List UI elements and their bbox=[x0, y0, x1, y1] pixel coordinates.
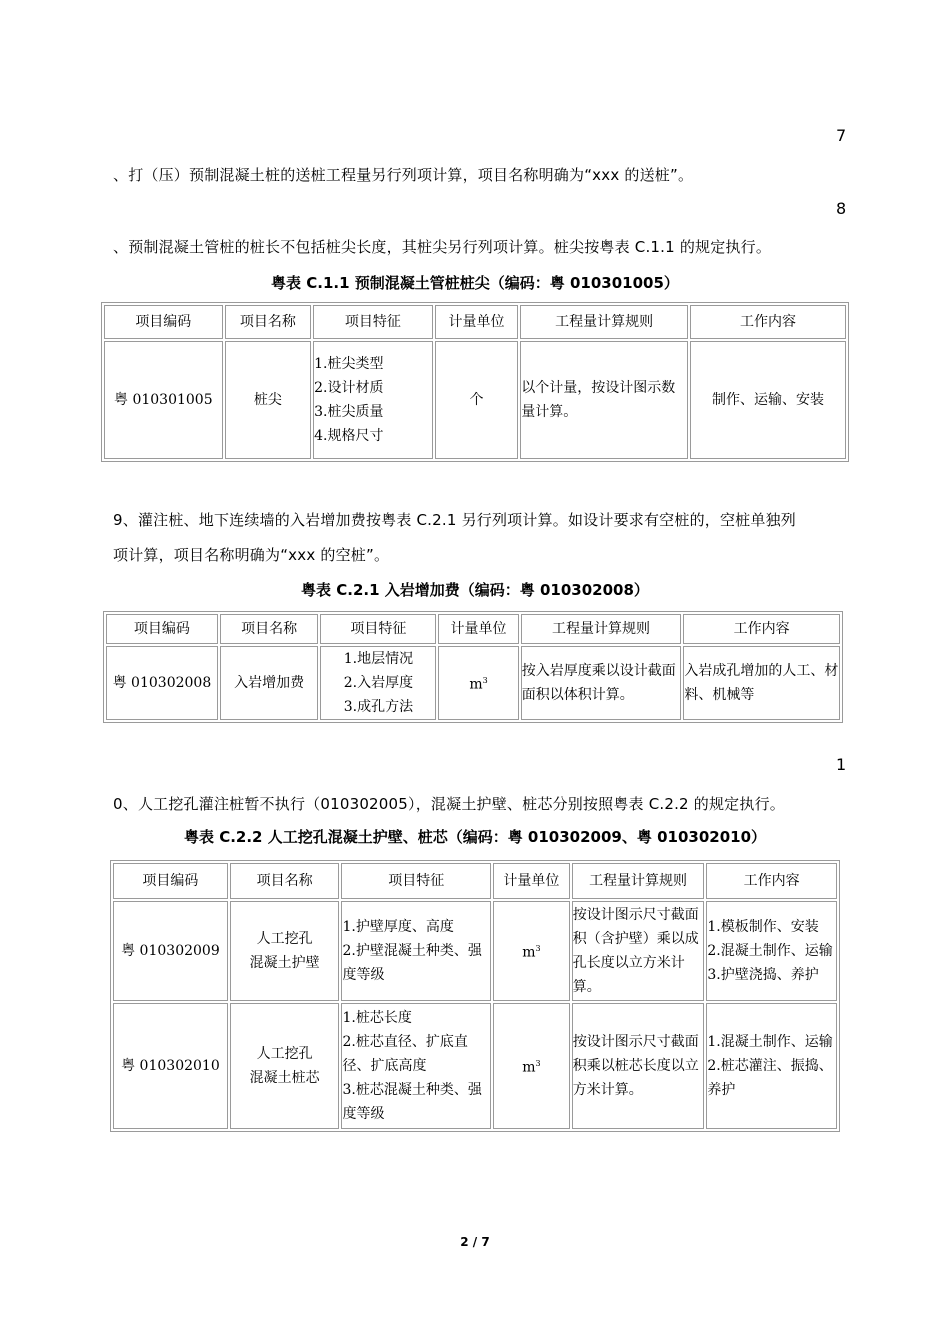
feature-item: 1.护壁厚度、高度 bbox=[342, 919, 454, 935]
item-number-8: 8 bbox=[836, 199, 847, 218]
cell-rule: 按设计图示尺寸截面积乘以桩芯长度以立方米计算。 bbox=[572, 1003, 705, 1129]
unit-base: m bbox=[469, 676, 483, 693]
header-work: 工作内容 bbox=[706, 863, 837, 899]
cell-code: 粤 010302009 bbox=[113, 901, 228, 1001]
table-row bbox=[113, 901, 837, 1001]
work-item: 2.桩芯灌注、振捣、养护 bbox=[707, 1058, 833, 1098]
feature-item: 1.地层情况 bbox=[343, 651, 414, 667]
header-code: 项目编码 bbox=[113, 863, 228, 899]
paragraph-9-line-2: 项计算，项目名称明确为“xxx 的空桩”。 bbox=[113, 546, 390, 564]
table-header-row bbox=[113, 863, 837, 899]
table2-caption: 粤表 C.2.1 入岩增加费（编码：粤 010302008） bbox=[301, 581, 649, 599]
cell-name bbox=[230, 901, 340, 1001]
header-rule: 工程量计算规则 bbox=[520, 305, 688, 339]
cell-code: 粤 010301005 bbox=[104, 341, 223, 459]
feature-item: 1.桩芯长度 bbox=[342, 1010, 412, 1026]
name-line: 人工挖孔 bbox=[256, 1046, 313, 1062]
header-code: 项目编码 bbox=[106, 614, 218, 644]
table3-caption: 粤表 C.2.2 人工挖孔混凝土护壁、桩芯（编码：粤 010302009、粤 010302010） bbox=[183, 828, 767, 846]
cell-features bbox=[320, 646, 436, 720]
table-header-row bbox=[104, 305, 846, 339]
header-name: 项目名称 bbox=[230, 863, 340, 899]
cell-code: 粤 010302010 bbox=[113, 1003, 228, 1129]
cell-name: 桩尖 bbox=[225, 341, 311, 459]
cell-features bbox=[341, 901, 491, 1001]
paragraph-7: 、打（压）预制混凝土桩的送桩工程量另行列项计算，项目名称明确为“xxx 的送桩”。 bbox=[113, 166, 694, 184]
cell-rule: 按入岩厚度乘以设计截面面积以体积计算。 bbox=[521, 646, 682, 720]
item-number-7: 7 bbox=[836, 126, 847, 145]
work-item: 2.混凝土制作、运输 bbox=[707, 943, 833, 959]
cell-rule: 以个计量，按设计图示数量计算。 bbox=[520, 341, 688, 459]
feature-item: 3.成孔方法 bbox=[343, 699, 414, 715]
cell-features bbox=[341, 1003, 491, 1129]
header-features: 项目特征 bbox=[320, 614, 436, 644]
header-code: 项目编码 bbox=[104, 305, 223, 339]
cell-unit bbox=[493, 901, 570, 1001]
cell-features bbox=[313, 341, 433, 459]
cell-unit: 个 bbox=[435, 341, 518, 459]
header-features: 项目特征 bbox=[341, 863, 491, 899]
cell-work: 入岩成孔增加的人工、材料、机械等 bbox=[683, 646, 840, 720]
cell-name bbox=[230, 1003, 340, 1129]
paragraph-8: 、预制混凝土管桩的桩长不包括桩尖长度，其桩尖另行列项计算。桩尖按粤表 C.1.1 的规定执行。 bbox=[113, 238, 772, 256]
table-c-2-2 bbox=[110, 860, 840, 1132]
name-line: 混凝土桩芯 bbox=[249, 1070, 320, 1086]
header-unit: 计量单位 bbox=[493, 863, 570, 899]
feature-item: 3.桩尖质量 bbox=[314, 404, 384, 420]
unit-superscript: 3 bbox=[535, 944, 541, 954]
feature-item: 2.入岩厚度 bbox=[343, 675, 414, 691]
unit-base: m bbox=[522, 1059, 536, 1076]
table-header-row bbox=[106, 614, 840, 644]
header-features: 项目特征 bbox=[313, 305, 433, 339]
header-unit: 计量单位 bbox=[438, 614, 518, 644]
cell-work bbox=[706, 901, 837, 1001]
feature-item: 2.护壁混凝土种类、强度等级 bbox=[342, 943, 482, 983]
paragraph-10: 0、人工挖孔灌注桩暂不执行（010302005），混凝土护壁、桩芯分别按照粤表 C.2.2 的规定执行。 bbox=[113, 795, 785, 813]
cell-rule: 按设计图示尺寸截面积（含护壁）乘以成孔长度以立方米计算。 bbox=[572, 901, 705, 1001]
work-item: 1.模板制作、安装 bbox=[707, 919, 819, 935]
name-line: 混凝土护壁 bbox=[249, 955, 320, 971]
feature-item: 2.设计材质 bbox=[314, 380, 384, 396]
header-unit: 计量单位 bbox=[435, 305, 518, 339]
page-number: 2 / 7 bbox=[460, 1235, 490, 1249]
cell-unit bbox=[493, 1003, 570, 1129]
unit-superscript: 3 bbox=[482, 676, 488, 686]
header-name: 项目名称 bbox=[225, 305, 311, 339]
cell-code: 粤 010302008 bbox=[106, 646, 218, 720]
header-rule: 工程量计算规则 bbox=[521, 614, 682, 644]
unit-base: m bbox=[522, 944, 536, 961]
table-row bbox=[104, 341, 846, 459]
work-item: 3.护壁浇捣、养护 bbox=[707, 967, 819, 983]
feature-item: 4.规格尺寸 bbox=[314, 428, 384, 444]
header-work: 工作内容 bbox=[690, 305, 846, 339]
cell-name: 入岩增加费 bbox=[220, 646, 319, 720]
name-line: 人工挖孔 bbox=[256, 931, 313, 947]
table-row bbox=[106, 646, 840, 720]
work-item: 1.混凝土制作、运输 bbox=[707, 1034, 833, 1050]
cell-unit bbox=[438, 646, 518, 720]
feature-item: 3.桩芯混凝土种类、强度等级 bbox=[342, 1082, 482, 1122]
table-c-2-1 bbox=[103, 611, 843, 723]
feature-item: 2.桩芯直径、扩底直径、扩底高度 bbox=[342, 1034, 468, 1074]
cell-work: 制作、运输、安装 bbox=[690, 341, 846, 459]
table1-caption: 粤表 C.1.1 预制混凝土管桩桩尖（编码：粤 010301005） bbox=[271, 274, 679, 292]
table-row bbox=[113, 1003, 837, 1129]
paragraph-9-line-1: 9、灌注桩、地下连续墙的入岩增加费按粤表 C.2.1 另行列项计算。如设计要求有空桩的，空桩单独列 bbox=[113, 511, 796, 529]
header-name: 项目名称 bbox=[220, 614, 319, 644]
table-c-1-1 bbox=[101, 302, 849, 462]
header-work: 工作内容 bbox=[683, 614, 840, 644]
header-rule: 工程量计算规则 bbox=[572, 863, 705, 899]
feature-item: 1.桩尖类型 bbox=[314, 356, 384, 372]
item-number-10: 1 bbox=[836, 755, 847, 774]
cell-work bbox=[706, 1003, 837, 1129]
unit-superscript: 3 bbox=[535, 1059, 541, 1069]
